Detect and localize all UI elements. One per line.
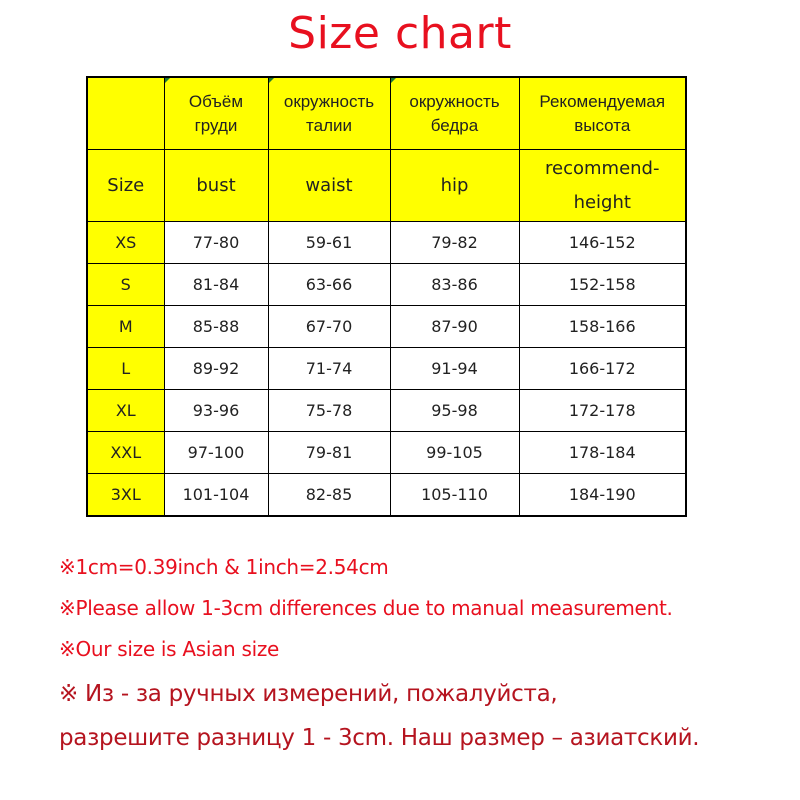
cell-height: 178-184 (519, 432, 686, 474)
header-en-height-line1: recommend- (545, 157, 660, 179)
note-conversion: ※1cm=0.39inch & 1inch=2.54cm (59, 555, 389, 579)
cell-hip: 95-98 (390, 390, 519, 432)
header-en-bust: bust (164, 150, 268, 222)
header-ru-height (519, 77, 686, 150)
note-asian-size: ※Our size is Asian size (59, 637, 280, 661)
cell-bust: 85-88 (164, 306, 268, 348)
notes-section (59, 547, 699, 760)
cell-size: XL (87, 390, 164, 432)
note-ru-line2: разрешите разницу 1 - 3cm. Наш размер – азиатский. (59, 725, 700, 751)
cell-waist: 63-66 (268, 264, 390, 306)
cell-waist: 79-81 (268, 432, 390, 474)
cell-waist: 71-74 (268, 348, 390, 390)
cell-size: XXL (87, 432, 164, 474)
cell-bust: 81-84 (164, 264, 268, 306)
table-row (87, 390, 686, 432)
cell-bust: 101-104 (164, 474, 268, 517)
cell-height: 172-178 (519, 390, 686, 432)
header-en-hip: hip (390, 150, 519, 222)
page-title: Size chart (288, 8, 512, 59)
header-en-waist: waist (268, 150, 390, 222)
header-ru-waist (268, 77, 390, 150)
header-ru-size (87, 77, 164, 150)
cell-height: 184-190 (519, 474, 686, 517)
header-ru-height-line2: высота (574, 115, 631, 135)
cell-bust: 93-96 (164, 390, 268, 432)
size-chart-table (86, 76, 687, 517)
table-row (87, 474, 686, 517)
cell-waist: 59-61 (268, 222, 390, 264)
header-en-size: Size (87, 150, 164, 222)
cell-height: 152-158 (519, 264, 686, 306)
cell-size: XS (87, 222, 164, 264)
cell-waist: 67-70 (268, 306, 390, 348)
cell-height: 166-172 (519, 348, 686, 390)
table-row (87, 264, 686, 306)
cell-hip: 99-105 (390, 432, 519, 474)
header-en-height (519, 150, 686, 222)
cell-waist: 75-78 (268, 390, 390, 432)
header-ru-bust-line2: груди (194, 115, 238, 135)
header-en-height-line2: height (573, 191, 631, 213)
header-ru-waist-line1: окружность (283, 91, 375, 111)
header-ru-bust-line1: Объём (188, 91, 244, 111)
cell-bust: 89-92 (164, 348, 268, 390)
note-measurement-difference: ※Please allow 1-3cm differences due to manual measurement. (59, 596, 673, 620)
cell-size: M (87, 306, 164, 348)
header-ru-hip (390, 77, 519, 150)
header-ru-hip-line2: бедра (430, 115, 479, 135)
cell-hip: 91-94 (390, 348, 519, 390)
cell-size: 3XL (87, 474, 164, 517)
note-ru-line1: ※ Из - за ручных измерений, пожалуйста, (59, 681, 558, 707)
table-row (87, 306, 686, 348)
cell-size: L (87, 348, 164, 390)
cell-waist: 82-85 (268, 474, 390, 517)
header-row-english (87, 150, 686, 222)
header-ru-bust (164, 77, 268, 150)
table-row (87, 222, 686, 264)
cell-height: 146-152 (519, 222, 686, 264)
cell-hip: 83-86 (390, 264, 519, 306)
header-row-russian (87, 77, 686, 150)
table-row (87, 348, 686, 390)
cell-bust: 77-80 (164, 222, 268, 264)
cell-hip: 87-90 (390, 306, 519, 348)
header-ru-height-line1: Рекомендуемая (539, 91, 666, 111)
header-ru-waist-line2: талии (306, 115, 352, 135)
cell-height: 158-166 (519, 306, 686, 348)
cell-bust: 97-100 (164, 432, 268, 474)
cell-hip: 105-110 (390, 474, 519, 517)
cell-hip: 79-82 (390, 222, 519, 264)
cell-size: S (87, 264, 164, 306)
header-ru-hip-line1: окружность (409, 91, 500, 111)
table-row (87, 432, 686, 474)
